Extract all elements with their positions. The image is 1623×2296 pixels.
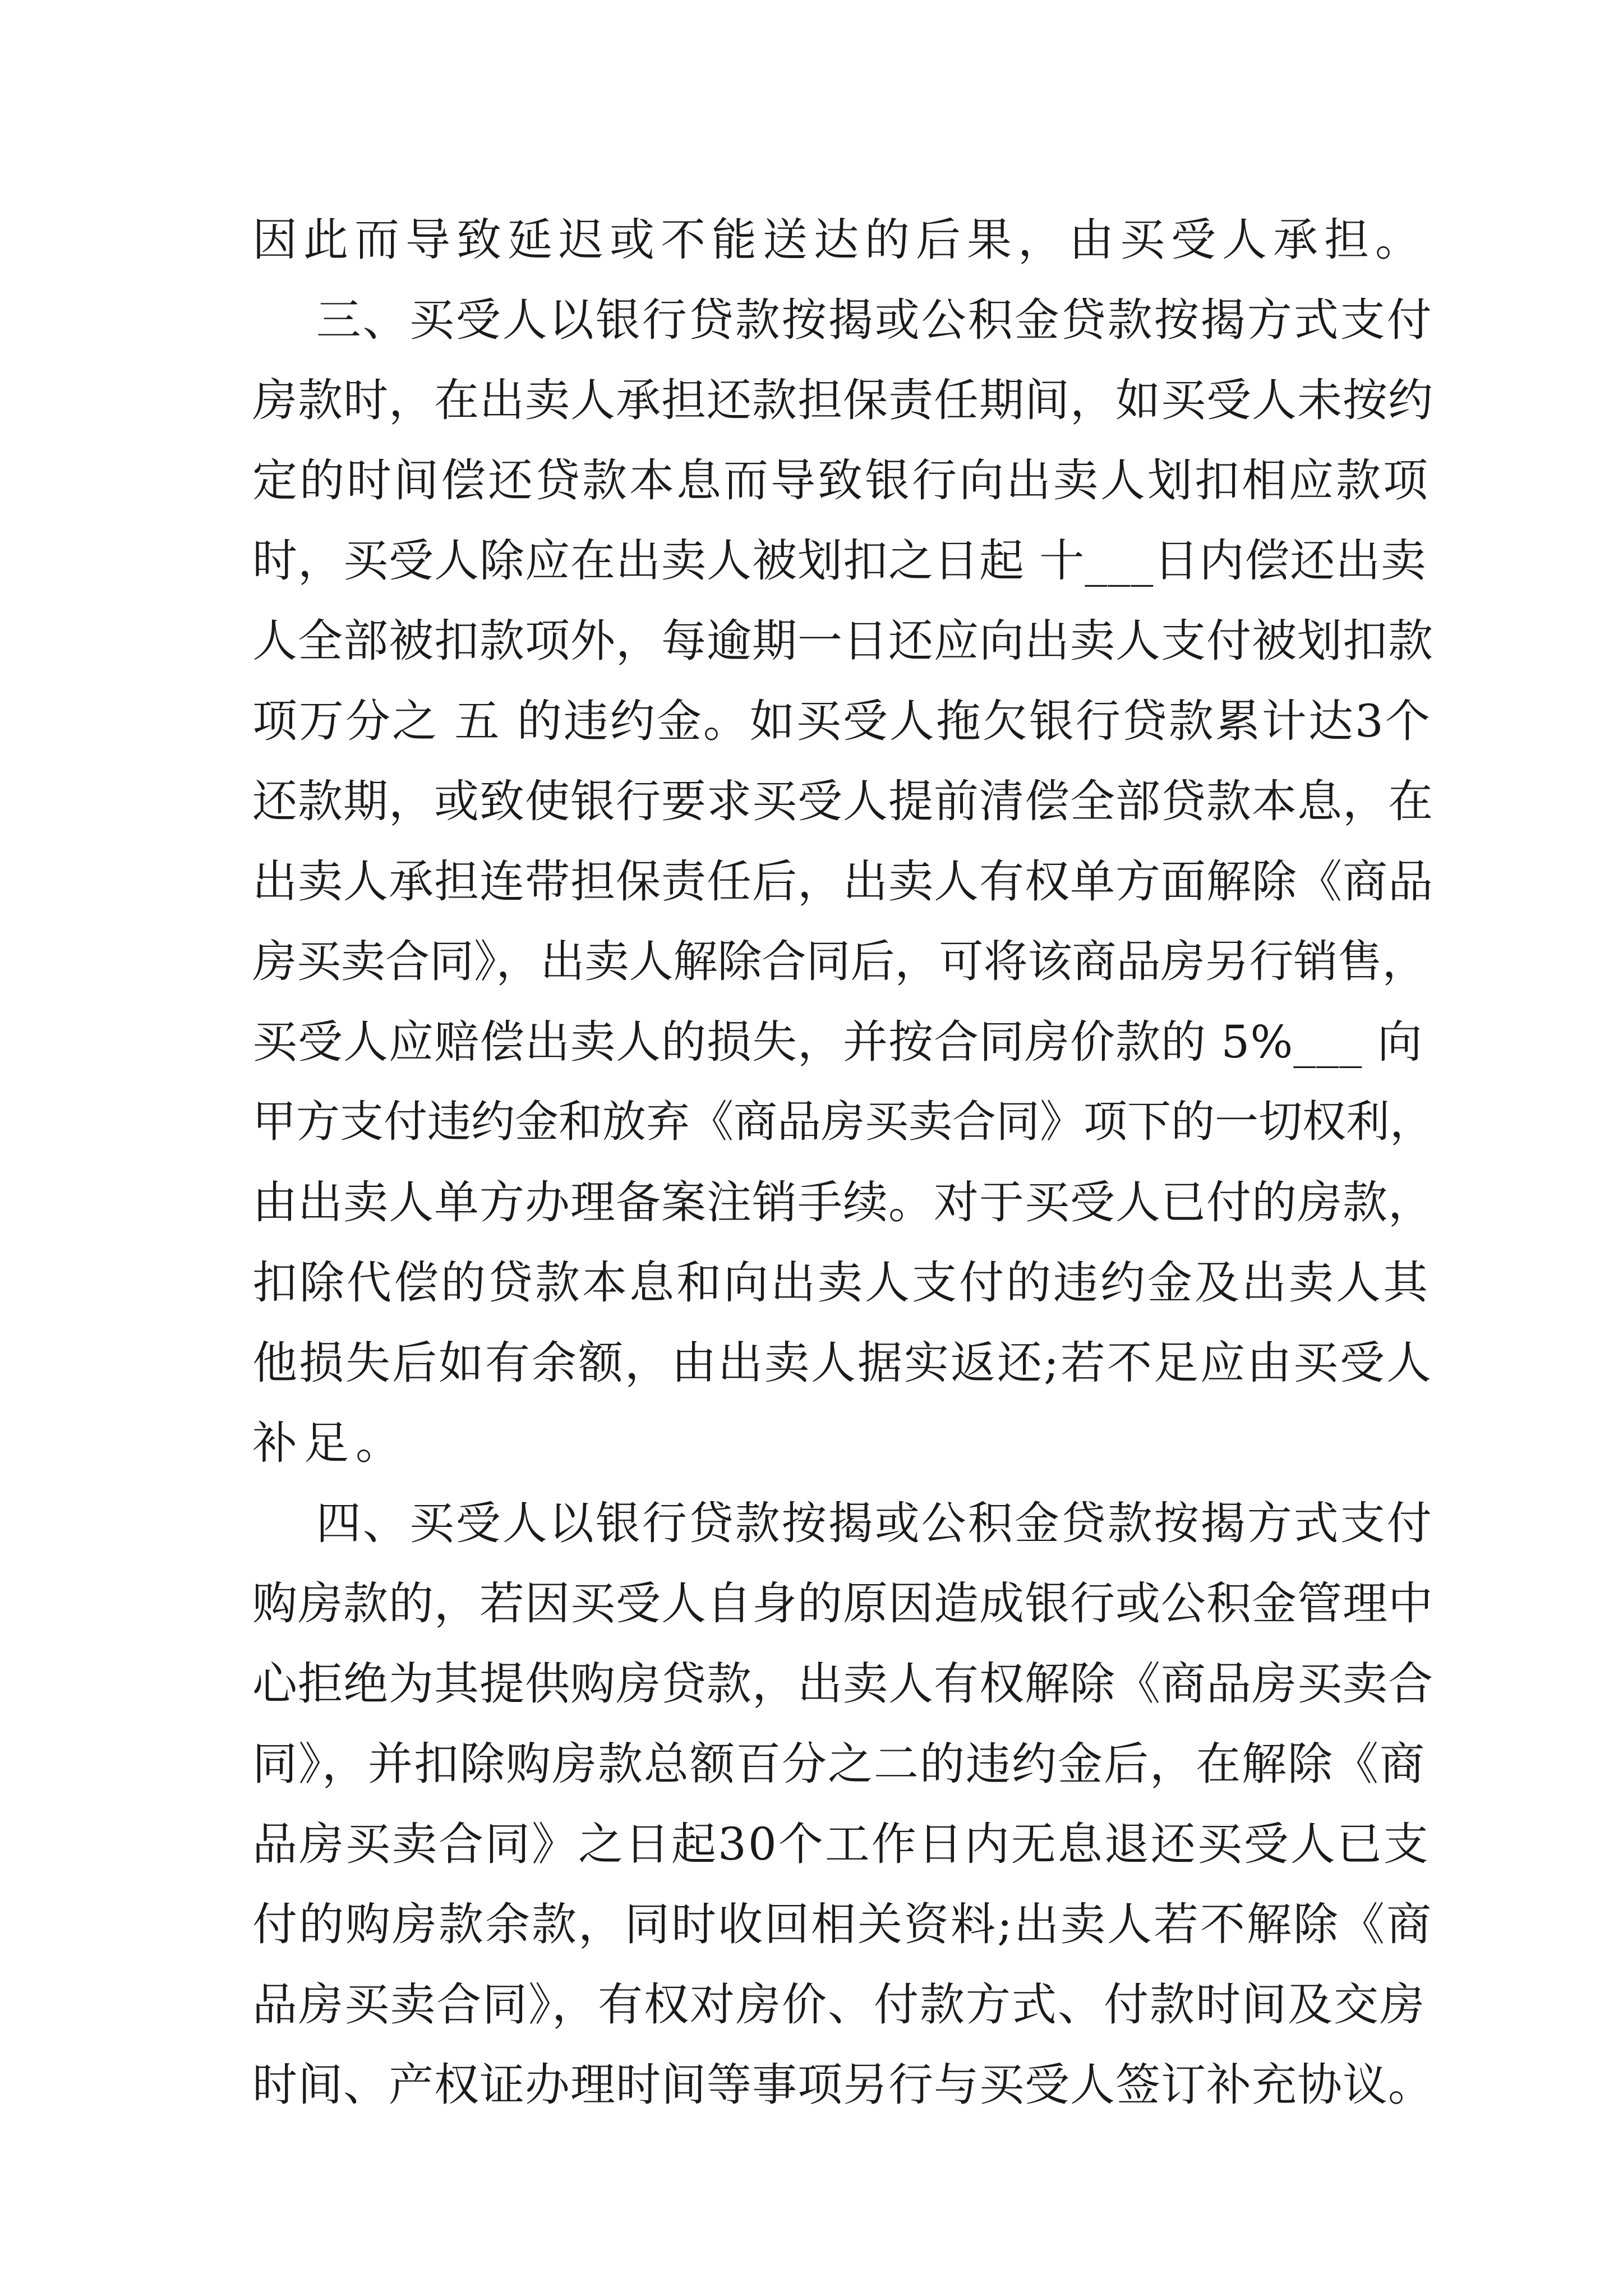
text-line-1: 因此而导致延迟或不能送达的后果，由买受人承担。 (252, 214, 1426, 266)
text-line-17: 四、买受人以银行贷款按揭或公积金贷款按揭方式支付 (252, 1497, 1433, 1549)
text-line-20: 同》，并扣除购房款总额百分之二的违约金后，在解除《商 (252, 1738, 1426, 1790)
text-line-19: 心拒绝为其提供购房贷款，出卖人有权解除《商品房买卖合 (252, 1658, 1433, 1710)
text-line-10: 房买卖合同》，出卖人解除合同后，可将该商品房另行销售， (252, 936, 1427, 987)
text-line-7: 项万分之 五 的违约金。如买受人拖欠银行贷款累计达3个 (252, 695, 1432, 747)
text-line-14: 扣除代偿的贷款本息和向出卖人支付的违约金及出卖人其 (252, 1257, 1430, 1309)
text-line-9: 出卖人承担连带担保责任后，出卖人有权单方面解除《商品 (252, 855, 1433, 908)
text-line-22: 付的购房款余款，同时收回相关资料;出卖人若不解除《商 (252, 1898, 1433, 1950)
text-line-21: 品房买卖合同》之日起30个工作日内无息退还买受人已支 (252, 1818, 1430, 1870)
text-line-23: 品房买卖合同》，有权对房价、付款方式、付款时间及交房 (252, 1978, 1426, 2031)
text-line-5: 时，买受人除应在出卖人被划扣之日起 十___日内偿还出卖 (252, 535, 1427, 587)
text-line-18: 购房款的，若因买受人自身的原因造成银行或公积金管理中 (252, 1577, 1433, 1630)
document-body (252, 216, 1436, 2141)
text-line-4: 定的时间偿还贷款本息而导致银行向出卖人划扣相应款项 (252, 454, 1430, 507)
text-line-15: 他损失后如有余额，由出卖人据实返还;若不足应由买受人 (252, 1337, 1433, 1389)
text-line-12: 甲方支付违约金和放弃《商品房买卖合同》项下的一切权利， (252, 1097, 1434, 1147)
text-line-11: 买受人应赔偿出卖人的损失，并按合同房价款的 5%___ 向 (252, 1016, 1423, 1068)
text-line-8: 还款期，或致使银行要求买受人提前清偿全部贷款本息，在 (252, 775, 1433, 827)
text-line-2: 三、买受人以银行贷款按揭或公积金贷款按揭方式支付 (252, 294, 1433, 346)
text-line-13: 由出卖人单方办理备案注销手续。对于买受人已付的房款， (252, 1176, 1433, 1228)
text-line-6: 人全部被扣款项外，每逾期一日还应向出卖人支付被划扣款 (252, 615, 1433, 667)
text-line-24: 时间、产权证办理时间等事项另行与买受人签订补充协议。 (252, 2059, 1433, 2111)
text-line-16: 补足。 (252, 1417, 407, 1469)
text-line-3: 房款时，在出卖人承担还款担保责任期间，如买受人未按约 (252, 374, 1433, 426)
